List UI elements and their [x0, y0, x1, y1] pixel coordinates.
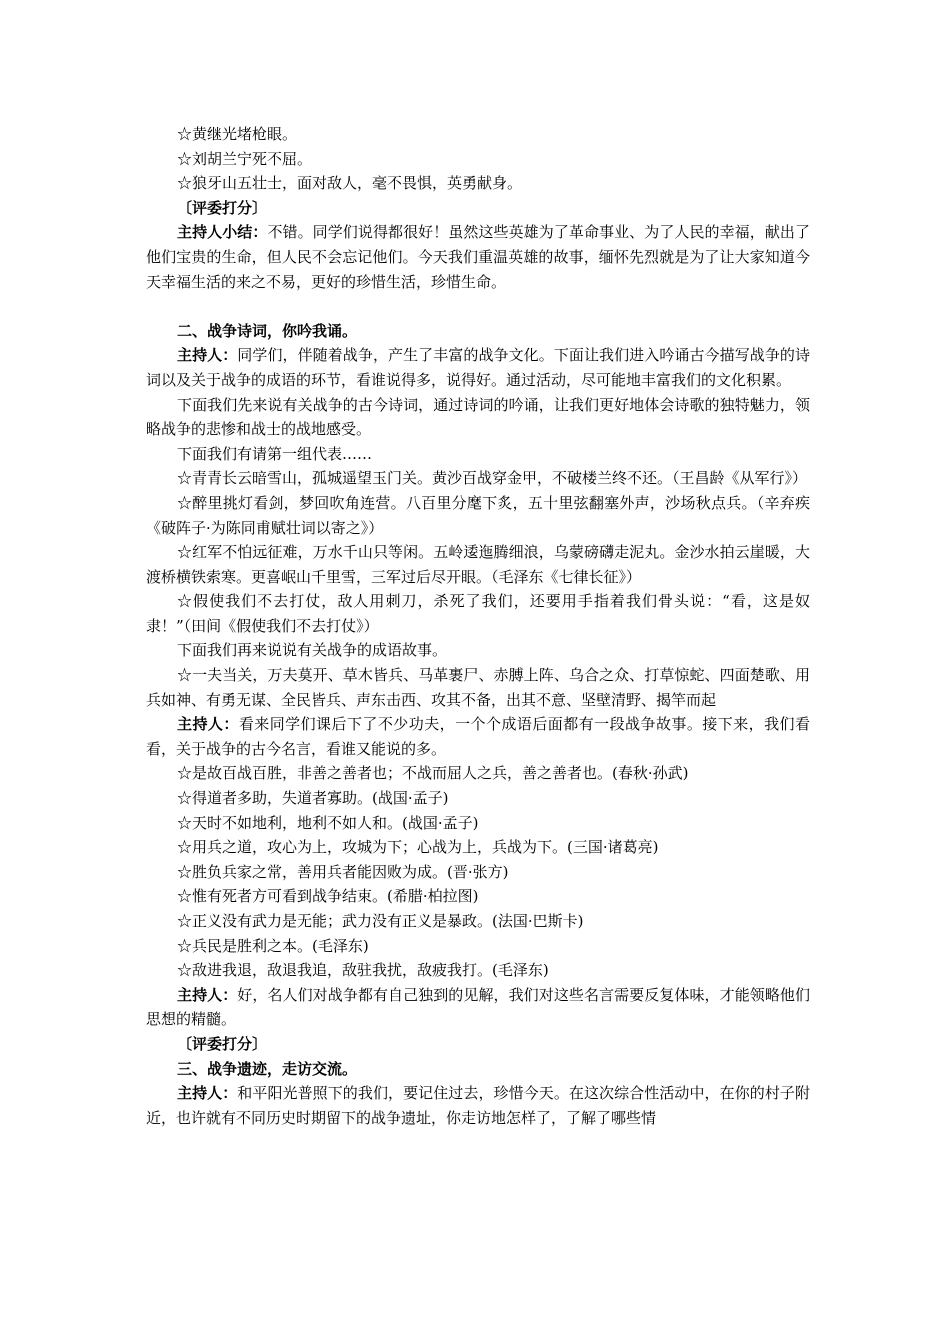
section-heading: 二、战争诗词，你吟我诵。 [177, 321, 358, 340]
host-paragraph [146, 712, 810, 761]
judges-scoring-note: 〔评委打分〕 [177, 198, 268, 217]
section-heading: 三、战争遗迹，走访交流。 [177, 1059, 358, 1078]
quote-item: ☆得道者多助，失道者寡助。(战国·孟子) [177, 789, 449, 808]
host-summary-text: 不错。同学们说得都很好！虽然这些英雄为了革命事业、为了人民的幸福，献出了他们宝贵的生命，但人民不会忘记他们。今天我们重温英雄的故事，缅怀先烈就是为了让大家知道今天幸福生活的来之不易，更好的珍惜生活，珍惜生命。 [146, 223, 810, 291]
host-paragraph [146, 983, 810, 1032]
poem-item: ☆红军不怕远征难，万水千山只等闲。五岭逶迤腾细浪，乌蒙磅礴走泥丸。金沙水拍云崖暖，大渡桥横铁索寒。更喜岷山千里雪，三军过后尽开眼。（毛泽东《七律长征》） [146, 543, 810, 586]
host-text: 看来同学们课后下了不少功夫，一个个成语后面都有一段战争故事。接下来，我们看看，关于战争的古今名言，看谁又能说的多。 [146, 715, 810, 758]
quote-item: ☆兵民是胜利之本。(毛泽东) [177, 936, 369, 955]
host-summary-paragraph [146, 220, 810, 294]
host-label: 主持人： [177, 1084, 238, 1103]
hero-item: ☆黄继光堵枪眼。 [177, 125, 298, 143]
quote-item: ☆惟有死者方可看到战争结束。(希腊·柏拉图) [177, 887, 479, 906]
poem-item: ☆醉里挑灯看剑，梦回吹角连营。八百里分麾下炙，五十里弦翻塞外声，沙场秋点兵。（辛弃疾《破阵子·为陈同甫赋壮词以寄之》） [146, 493, 810, 537]
host-paragraph [146, 343, 810, 392]
quote-item: ☆用兵之道，攻心为上，攻城为下；心战为上，兵战为下。(三国·诸葛亮) [177, 838, 659, 857]
quote-item: ☆正义没有武力是无能；武力没有正义是暴政。(法国·巴斯卡) [177, 912, 584, 930]
host-label: 主持人： [177, 985, 238, 1004]
idiom-list: ☆一夫当关，万夫莫开、草木皆兵、马革裹尸、赤膊上阵、乌合之众、打草惊蛇、四面楚歌、用兵如神、有勇无谋、全民皆兵、声东击西、攻其不备，出其不意、坚壁清野、揭竿而起 [146, 666, 810, 709]
host-text: 和平阳光普照下的我们，要记住过去，珍惜今天。在这次综合性活动中，在你的村子附近，也许就有不同历史时期留下的战争遗址，你走访地怎样了，了解了哪些情 [146, 1084, 810, 1127]
blank-line [146, 294, 810, 319]
document-page [146, 122, 810, 1130]
quote-item: ☆胜负兵家之常，善用兵者能因败为成。(晋·张方) [177, 862, 509, 881]
poem-item: ☆假使我们不去打仗，敌人用刺刀，杀死了我们，还要用手指着我们骨头说：“看，这是奴隶！”（田间《假使我们不去打仗》） [146, 592, 810, 635]
body-paragraph: 下面我们有请第一组代表…… [177, 444, 373, 463]
host-text: 同学们，伴随着战争，产生了丰富的战争文化。下面让我们进入吟诵古今描写战争的诗词以及关于战争的成语的环节，看谁说得多，说得好。通过活动，尽可能地丰富我们的文化积累。 [146, 346, 810, 389]
body-paragraph: 下面我们先来说有关战争的古今诗词，通过诗词的吟诵，让我们更好地体会诗歌的独特魅力，领略战争的悲惨和战士的战地感受。 [146, 395, 810, 439]
quote-item: ☆是故百战百胜，非善之善者也；不战而屈人之兵，善之善者也。(春秋·孙武) [177, 764, 689, 783]
host-label: 主持人： [177, 715, 239, 734]
body-paragraph: 下面我们再来说说有关战争的成语故事。 [177, 641, 448, 660]
quote-item: ☆天时不如地利，地利不如人和。(战国·孟子) [177, 813, 479, 832]
judges-scoring-note: 〔评委打分〕 [177, 1034, 268, 1053]
host-paragraph [146, 1081, 810, 1130]
quote-item: ☆敌进我退，敌退我追，敌驻我扰，敌疲我打。(毛泽东) [177, 961, 549, 980]
hero-item: ☆刘胡兰宁死不屈。 [177, 149, 313, 168]
hero-item: ☆狼牙山五壮士，面对敌人，毫不畏惧，英勇献身。 [177, 174, 523, 193]
host-label: 主持人： [177, 346, 238, 365]
poem-item: ☆青青长云暗雪山，孤城遥望玉门关。黄沙百战穿金甲，不破楼兰终不还。（王昌龄《从军行》） [177, 469, 808, 488]
host-text: 好，名人们对战争都有自己独到的见解，我们对这些名言需要反复体味，才能领略他们思想的精髓。 [146, 985, 810, 1029]
host-label: 主持人小结： [177, 223, 268, 242]
